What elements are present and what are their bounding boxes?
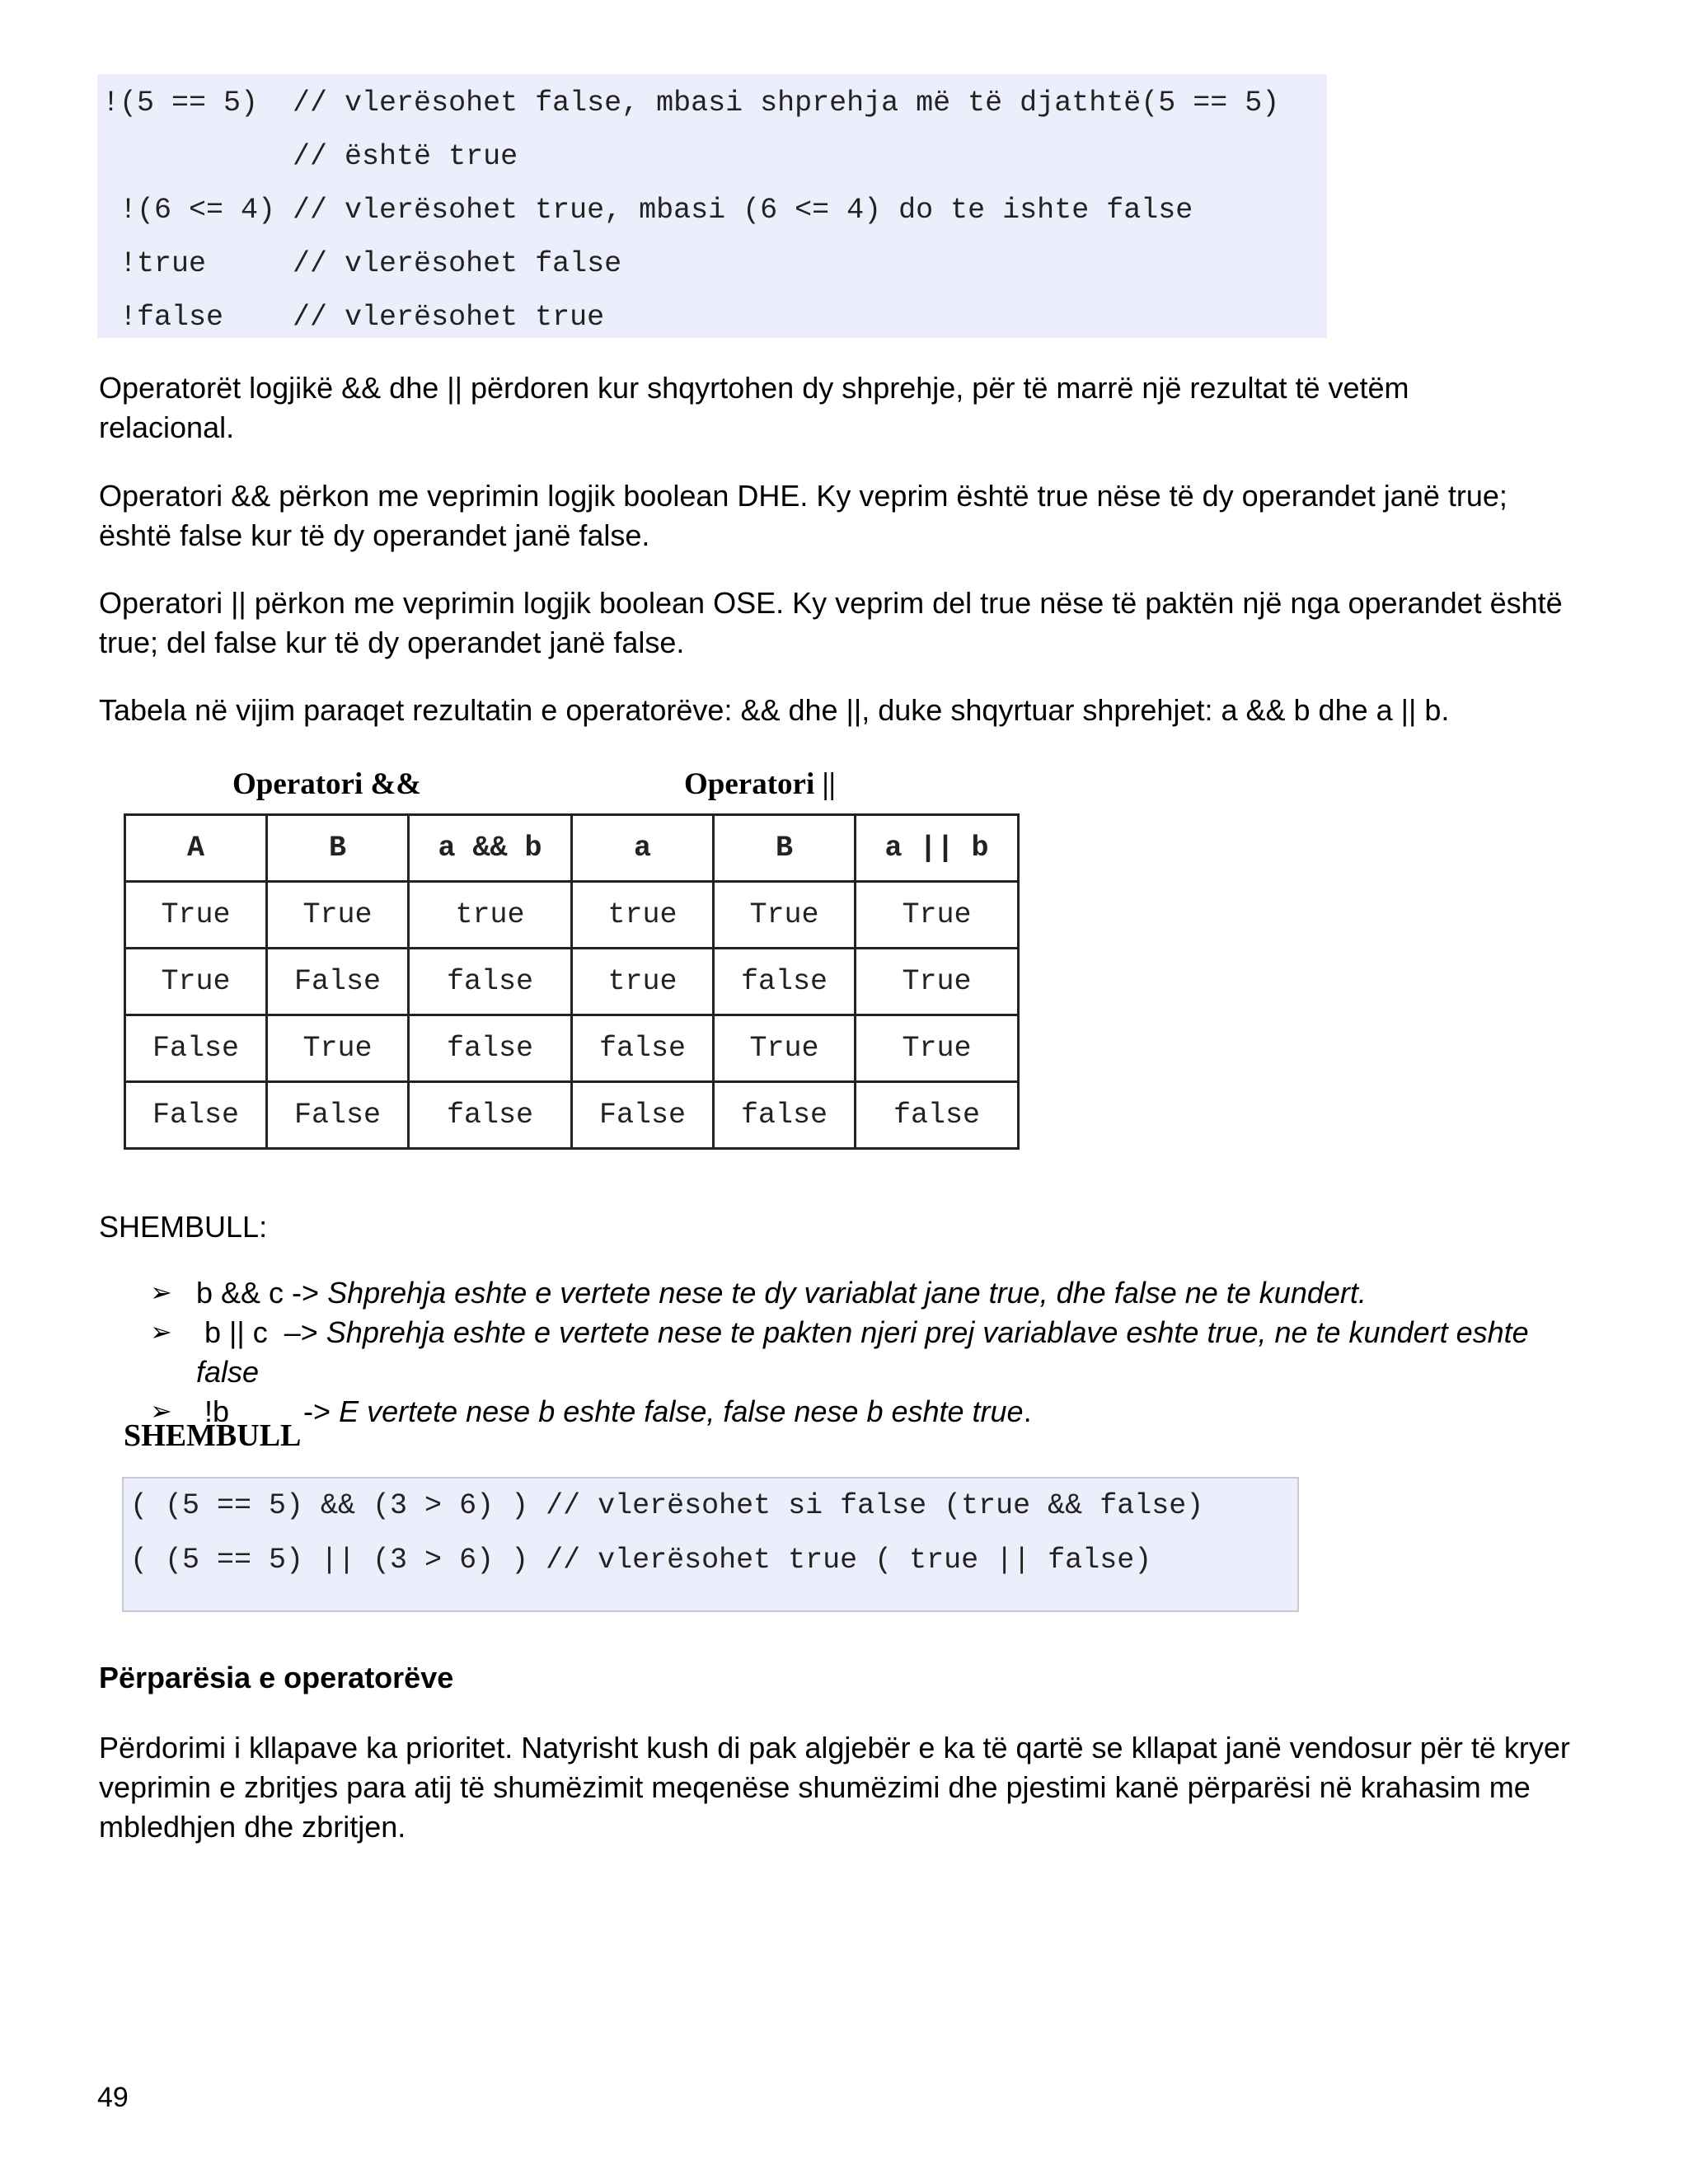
examples-label: SHEMBULL: [99,1210,268,1244]
table-header-cell: A [125,815,267,882]
arrow-bullet-icon: ➢ [150,1277,172,1307]
example-item [196,1313,1581,1352]
example-item [196,1392,1032,1432]
example-desc: Shprehja eshte e vertete nese te dy variablat jane true, dhe false ne te kundert. [327,1276,1367,1310]
table-header-row [125,815,1019,882]
paragraph-table-intro: Tabela në vijim paraqet rezultatin e operatorëve: && dhe ||, duke shqyrtuar shprehjet: a && b dhe a || b. [99,693,1450,727]
example-item-continuation [196,1352,259,1392]
arrow-bullet-icon: ➢ [150,1317,172,1347]
example-code: b && c -> [196,1276,328,1310]
table-cell: true [572,949,714,1015]
table-header-cell: a && b [409,815,572,882]
code-line: !true // vlerësohet false [102,247,622,280]
table-cell: false [714,1082,856,1149]
table-header-cell: B [267,815,409,882]
example-item [196,1273,1556,1313]
code-line: ( (5 == 5) || (3 > 6) ) // vlerësohet true ( true || false) [130,1544,1152,1577]
table-cell: True [125,949,267,1015]
paragraph-and-operator: Operatori && përkon me veprimin logjik boolean DHE. Ky veprim është true nëse të dy operandet janë true; është false kur të dy operandet janë false. [99,479,1507,552]
table-cell: False [267,949,409,1015]
paragraph-logical-operators: Operatorët logjikë && dhe || përdoren kur shqyrtohen dy shprehje, për të marrë një rezultat të vetëm relacional. [99,371,1409,444]
table-row [125,949,1019,1015]
code-line: !(6 <= 4) // vlerësohet true, mbasi (6 <= 4) do te ishte false [102,194,1193,227]
table-cell: false [714,949,856,1015]
table-cell: True [856,1015,1019,1082]
table-cell: True [267,1015,409,1082]
example-block-title: SHEMBULL [124,1418,302,1453]
table-row [125,882,1019,949]
table-cell: false [572,1015,714,1082]
table-cell: False [125,1015,267,1082]
table-title-or: Operatori || [684,767,836,801]
code-line: !false // vlerësohet true [102,301,605,334]
code-line: ( (5 == 5) && (3 > 6) ) // vlerësohet si false (true && false) [130,1489,1204,1522]
table-cell: true [572,882,714,949]
table-cell: False [125,1082,267,1149]
example-desc: E vertete nese b eshte false, false nese b eshte true [339,1394,1024,1428]
code-line: // është true [102,140,518,173]
table-row [125,1015,1019,1082]
table-cell: True [856,882,1019,949]
table-title-and: Operatori && [232,767,422,801]
table-cell: False [572,1082,714,1149]
table-cell: false [409,949,572,1015]
example-desc-cont: false [196,1355,260,1389]
table-cell: false [856,1082,1019,1149]
table-cell: false [409,1082,572,1149]
table-cell: False [267,1082,409,1149]
table-cell: True [714,882,856,949]
table-row [125,1082,1019,1149]
table-cell: True [856,949,1019,1015]
table-cell: true [409,882,572,949]
code-line: !(5 == 5) // vlerësohet false, mbasi shprehja më të djathtë(5 == 5) [102,87,1280,120]
table-header-cell: a || b [856,815,1019,882]
example-desc: Shprehja eshte e vertete nese te pakten njeri prej variablave eshte true, ne te kundert eshte [326,1315,1529,1349]
example-code: b || c –> [196,1315,326,1349]
table-cell: True [267,882,409,949]
paragraph-precedence: Përdorimi i kllapave ka prioritet. Natyrisht kush di pak algjebër e ka të qartë se kllapat janë vendosur për të kryer veprimin e zbritjes para atij të shumëzimit meqenëse shumëzimi dhe pjestimi kanë përparësi në krahasim me mbledhjen dhe zbritjen. [99,1731,1570,1844]
example-code: !b -> [196,1394,340,1428]
table-cell: false [409,1015,572,1082]
table-header-cell: B [714,815,856,882]
table-cell: True [125,882,267,949]
truth-table [124,813,1020,1150]
table-cell: True [714,1015,856,1082]
arrow-bullet-icon: ➢ [150,1396,172,1426]
table-header-cell: a [572,815,714,882]
paragraph-or-operator: Operatori || përkon me veprimin logjik boolean OSE. Ky veprim del true nëse të paktën një nga operandet është true; del false kur të dy operandet janë false. [99,586,1563,659]
example-suffix: . [1023,1394,1032,1428]
page-number: 49 [97,2082,129,2113]
section-heading-precedence: Përparësia e operatorëve [99,1661,454,1694]
